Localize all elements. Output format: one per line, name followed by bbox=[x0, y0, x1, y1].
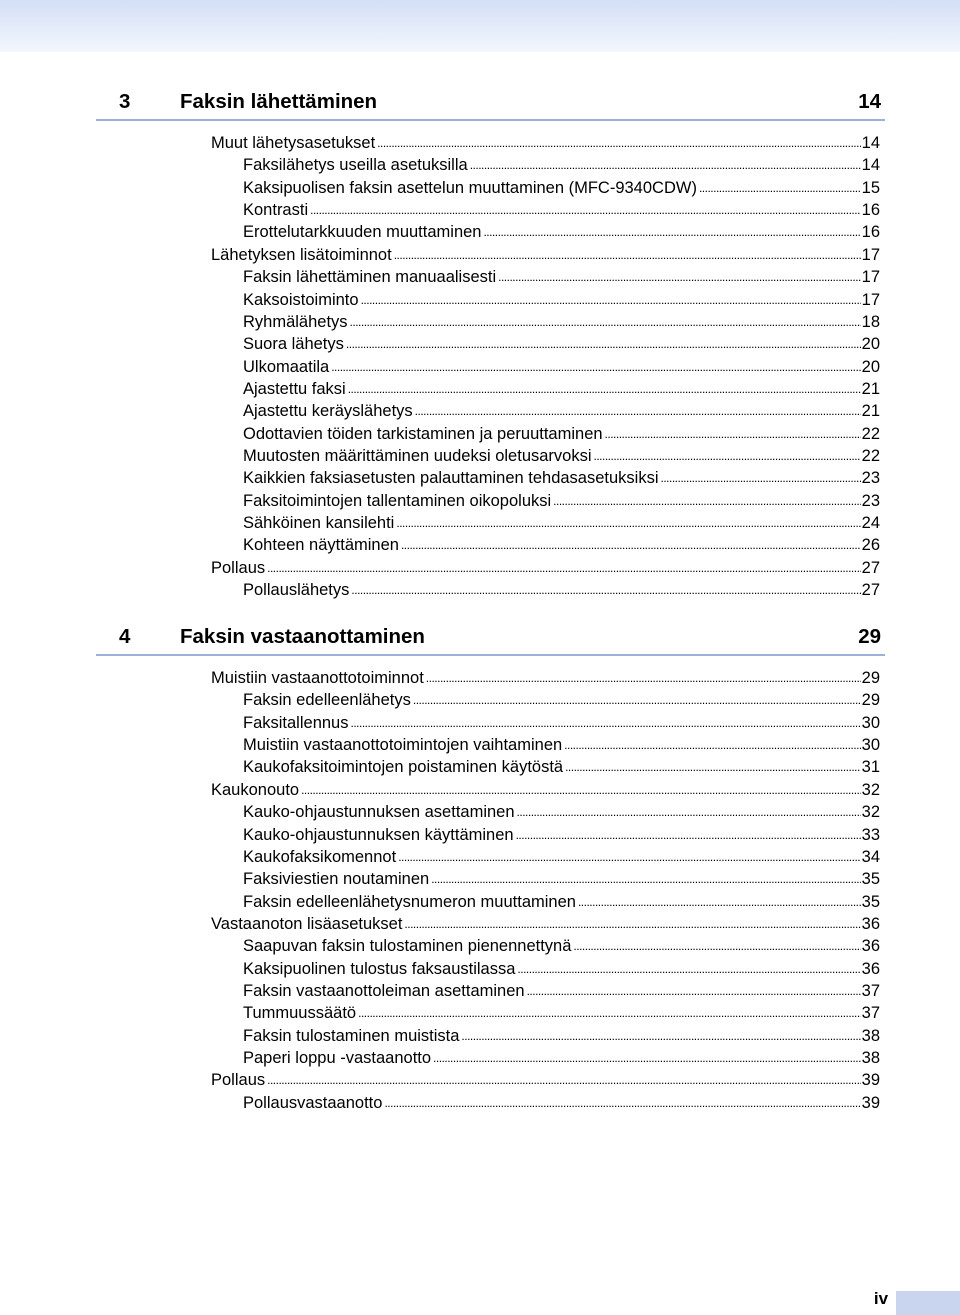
dot-leader bbox=[527, 983, 861, 999]
toc-entry-page: 26 bbox=[861, 536, 880, 555]
dot-leader bbox=[426, 670, 861, 686]
toc-entry-page: 35 bbox=[861, 870, 880, 889]
page-corner-strip bbox=[896, 1291, 960, 1315]
dot-leader bbox=[605, 426, 861, 442]
dot-leader bbox=[384, 1095, 860, 1111]
chapter-number: 3 bbox=[119, 90, 131, 113]
dot-leader bbox=[564, 737, 860, 753]
toc-entry-page: 21 bbox=[861, 379, 880, 398]
dot-leader bbox=[398, 849, 860, 865]
toc-entry[interactable] bbox=[243, 823, 880, 845]
dot-leader bbox=[394, 247, 861, 263]
toc-entry[interactable] bbox=[243, 755, 880, 777]
toc-entry-label: Faksin edelleenlähetysnumeron muuttaminen bbox=[243, 892, 576, 911]
toc-entry[interactable] bbox=[243, 533, 880, 555]
toc-entry-page: 32 bbox=[861, 780, 880, 799]
toc-entry-label: Faksitallennus bbox=[243, 713, 349, 732]
page-number: iv bbox=[873, 1289, 889, 1308]
toc-entry[interactable] bbox=[243, 511, 880, 533]
toc-entry-page: 31 bbox=[861, 758, 880, 777]
dot-leader bbox=[350, 314, 861, 330]
toc-entry-label: Muistiin vastaanottotoimintojen vaihtaminen bbox=[243, 736, 563, 754]
chapter-page: 14 bbox=[858, 90, 881, 113]
dot-leader bbox=[350, 715, 860, 731]
toc-entry[interactable] bbox=[211, 1068, 880, 1090]
toc-entry-label: Kaksoistoiminto bbox=[243, 290, 359, 309]
dot-leader bbox=[594, 448, 861, 464]
toc-entry[interactable] bbox=[243, 153, 880, 175]
dot-leader bbox=[461, 1028, 860, 1044]
dot-leader bbox=[351, 582, 860, 598]
toc-entry-page: 27 bbox=[861, 581, 880, 599]
dot-leader bbox=[396, 515, 860, 531]
toc-entry[interactable] bbox=[243, 489, 880, 511]
dot-leader bbox=[358, 1005, 861, 1021]
toc-entry[interactable] bbox=[243, 934, 880, 956]
toc-entry-page: 21 bbox=[861, 402, 880, 421]
toc-entry[interactable] bbox=[243, 265, 880, 287]
toc-entry-page: 36 bbox=[861, 914, 880, 933]
toc-entry-label: Kaikkien faksiasetusten palauttaminen tehdasasetuksiksi bbox=[243, 469, 659, 488]
toc-entry-label: Ajastettu keräyslähetys bbox=[243, 402, 413, 421]
toc-entry-label: Faksin edelleenlähetys bbox=[243, 691, 411, 710]
toc-entry[interactable] bbox=[211, 556, 880, 578]
dot-leader bbox=[470, 157, 861, 173]
toc-entry-page: 15 bbox=[861, 178, 880, 197]
dot-leader bbox=[699, 180, 861, 196]
toc-entry-page: 30 bbox=[861, 736, 880, 754]
dot-leader bbox=[361, 292, 861, 308]
toc-entry-label: Faksiviestien noutaminen bbox=[243, 870, 430, 889]
dot-leader bbox=[516, 827, 861, 843]
dot-leader bbox=[331, 359, 860, 375]
toc-entry[interactable] bbox=[243, 578, 880, 600]
toc-entry[interactable] bbox=[211, 666, 880, 688]
chapter-number: 4 bbox=[119, 625, 131, 648]
toc-entry[interactable] bbox=[243, 288, 880, 310]
toc-entry-label: Suora lähetys bbox=[243, 335, 344, 354]
toc-entry-label: Faksitoimintojen tallentaminen oikopoluksi bbox=[243, 491, 552, 510]
toc-entry-label: Kohteen näyttäminen bbox=[243, 536, 399, 555]
toc-entry[interactable] bbox=[243, 1091, 880, 1113]
dot-leader bbox=[267, 1072, 861, 1088]
toc-entry-page: 17 bbox=[861, 245, 880, 264]
toc-entry-page: 35 bbox=[861, 892, 880, 911]
toc-entry[interactable] bbox=[243, 422, 880, 444]
toc-entry-page: 36 bbox=[861, 937, 880, 956]
dot-leader bbox=[498, 269, 861, 285]
toc-entry[interactable] bbox=[243, 845, 880, 867]
toc-entry-label: Kaksipuolisen faksin asettelun muuttaminen (MFC-9340CDW) bbox=[243, 178, 697, 197]
toc-entry[interactable] bbox=[211, 778, 880, 800]
toc-entry[interactable] bbox=[243, 890, 880, 912]
toc-entry-page: 23 bbox=[861, 469, 880, 488]
dot-leader bbox=[517, 804, 861, 820]
toc-entry-label: Kontrasti bbox=[243, 201, 309, 220]
dot-leader bbox=[401, 537, 861, 553]
toc-entry[interactable] bbox=[243, 198, 880, 220]
dot-leader bbox=[348, 381, 861, 397]
toc-entry-page: 30 bbox=[861, 713, 880, 732]
dot-leader bbox=[433, 1050, 861, 1066]
toc-entry-page: 16 bbox=[861, 201, 880, 220]
toc-entry-label: Faksin lähettäminen manuaalisesti bbox=[243, 268, 497, 287]
toc-entry[interactable] bbox=[243, 377, 880, 399]
chapter-heading[interactable] bbox=[96, 623, 885, 656]
toc-entry-label: Sähköinen kansilehti bbox=[243, 514, 395, 532]
toc-entry[interactable] bbox=[243, 444, 880, 466]
dot-leader bbox=[661, 470, 861, 486]
toc-entry-page: 17 bbox=[861, 268, 880, 287]
dot-leader bbox=[565, 759, 861, 775]
toc-entry-page: 18 bbox=[861, 312, 880, 331]
dot-leader bbox=[553, 493, 860, 509]
toc-entry-label: Ryhmälähetys bbox=[243, 312, 348, 331]
toc-entry-label: Faksin tulostaminen muistista bbox=[243, 1026, 460, 1045]
toc-entry[interactable] bbox=[243, 711, 880, 733]
dot-leader bbox=[301, 782, 861, 798]
toc-entry-label: Kauko-ohjaustunnuksen asettaminen bbox=[243, 803, 515, 822]
toc-entry-label: Lähetyksen lisätoiminnot bbox=[211, 245, 392, 264]
toc-entry-page: 29 bbox=[861, 669, 880, 687]
toc-entry-label: Kaksipuolinen tulostus faksaustilassa bbox=[243, 959, 516, 978]
toc-entry-page: 27 bbox=[861, 558, 880, 577]
toc-entry[interactable] bbox=[243, 800, 880, 822]
dot-leader bbox=[573, 938, 860, 954]
toc-entry-label: Pollaus bbox=[211, 1071, 266, 1090]
dot-leader bbox=[578, 894, 861, 910]
toc-entry-page: 22 bbox=[861, 446, 880, 465]
toc-entry-page: 38 bbox=[861, 1049, 880, 1067]
toc-entry-page: 29 bbox=[861, 691, 880, 710]
toc-entry-label: Muistiin vastaanottotoiminnot bbox=[211, 669, 424, 687]
toc-entry[interactable] bbox=[243, 220, 880, 242]
toc-entry-label: Muut lähetysasetukset bbox=[211, 134, 376, 152]
dot-leader bbox=[346, 336, 861, 352]
toc-entry-label: Ulkomaatila bbox=[243, 357, 330, 376]
toc-entry-page: 20 bbox=[861, 357, 880, 376]
toc-entry-label: Erottelutarkkuuden muuttaminen bbox=[243, 223, 482, 242]
toc-entry-label: Faksin vastaanottoleiman asettaminen bbox=[243, 981, 525, 1000]
dot-leader bbox=[517, 961, 860, 977]
toc-entry-label: Pollausvastaanotto bbox=[243, 1093, 383, 1112]
chapter-title: Faksin vastaanottaminen bbox=[180, 625, 425, 648]
chapter-title: Faksin lähettäminen bbox=[180, 90, 378, 113]
toc-entry-page: 37 bbox=[861, 981, 880, 1000]
toc-entry[interactable] bbox=[211, 912, 880, 934]
toc-entry[interactable] bbox=[243, 355, 880, 377]
toc-entry[interactable] bbox=[211, 131, 880, 153]
toc-entry-page: 14 bbox=[861, 134, 880, 152]
toc-entry[interactable] bbox=[243, 466, 880, 488]
toc-entry[interactable] bbox=[243, 1001, 880, 1023]
toc-entry-label: Odottavien töiden tarkistaminen ja peruuttaminen bbox=[243, 424, 603, 443]
dot-leader bbox=[483, 224, 860, 240]
chapter-heading[interactable] bbox=[96, 88, 885, 121]
dot-leader bbox=[377, 135, 860, 151]
toc-entry-page: 37 bbox=[861, 1004, 880, 1023]
dot-leader bbox=[267, 560, 861, 576]
header-band bbox=[0, 0, 960, 52]
toc-entry-label: Pollauslähetys bbox=[243, 581, 350, 599]
toc-entry-label: Kaukofaksitoimintojen poistaminen käytöstä bbox=[243, 758, 564, 777]
toc-entry-label: Paperi loppu -vastaanotto bbox=[243, 1049, 432, 1067]
toc-entry-page: 20 bbox=[861, 335, 880, 354]
toc-entry[interactable] bbox=[243, 399, 880, 421]
toc-entry-page: 39 bbox=[861, 1071, 880, 1090]
toc-entry-page: 39 bbox=[861, 1093, 880, 1112]
toc-entry-page: 36 bbox=[861, 959, 880, 978]
toc-entry-label: Tummuussäätö bbox=[243, 1004, 357, 1023]
toc-entry[interactable] bbox=[243, 957, 880, 979]
toc-entry[interactable] bbox=[243, 310, 880, 332]
toc-entry-label: Faksilähetys useilla asetuksilla bbox=[243, 156, 468, 175]
toc-entry-page: 38 bbox=[861, 1026, 880, 1045]
toc-entry[interactable] bbox=[243, 733, 880, 755]
toc-entry-label: Kauko-ohjaustunnuksen käyttäminen bbox=[243, 825, 514, 844]
toc-entry[interactable] bbox=[243, 1024, 880, 1046]
toc-entry[interactable] bbox=[243, 867, 880, 889]
toc-entry-page: 16 bbox=[861, 223, 880, 242]
toc-entry-label: Muutosten määrittäminen uudeksi oletusarvoksi bbox=[243, 446, 592, 465]
toc-entry-page: 34 bbox=[861, 847, 880, 866]
toc-entry-page: 32 bbox=[861, 803, 880, 822]
toc-entry-page: 17 bbox=[861, 290, 880, 309]
toc-entry[interactable] bbox=[211, 243, 880, 265]
toc-entry-page: 23 bbox=[861, 491, 880, 510]
toc-entry[interactable] bbox=[243, 688, 880, 710]
toc-entry-label: Kaukofaksikomennot bbox=[243, 847, 397, 866]
toc-entry-page: 33 bbox=[861, 825, 880, 844]
toc-entry-page: 22 bbox=[861, 424, 880, 443]
dot-leader bbox=[404, 916, 860, 932]
dot-leader bbox=[310, 202, 861, 218]
toc-entry-label: Pollaus bbox=[211, 558, 266, 577]
toc-entry[interactable] bbox=[243, 979, 880, 1001]
toc-entry-label: Vastaanoton lisäasetukset bbox=[211, 914, 403, 933]
toc-entry-label: Kaukonouto bbox=[211, 780, 300, 799]
toc-entry-page: 14 bbox=[861, 156, 880, 175]
toc-entry[interactable] bbox=[243, 176, 880, 198]
dot-leader bbox=[413, 692, 861, 708]
toc-entry[interactable] bbox=[243, 332, 880, 354]
dot-leader bbox=[415, 403, 861, 419]
toc-entry-label: Saapuvan faksin tulostaminen pienennettynä bbox=[243, 937, 572, 956]
dot-leader bbox=[431, 871, 860, 887]
toc-entry-page: 24 bbox=[861, 514, 880, 532]
chapter-page: 29 bbox=[858, 625, 881, 648]
toc-entry-label: Ajastettu faksi bbox=[243, 379, 346, 398]
toc-entry[interactable] bbox=[243, 1046, 880, 1068]
